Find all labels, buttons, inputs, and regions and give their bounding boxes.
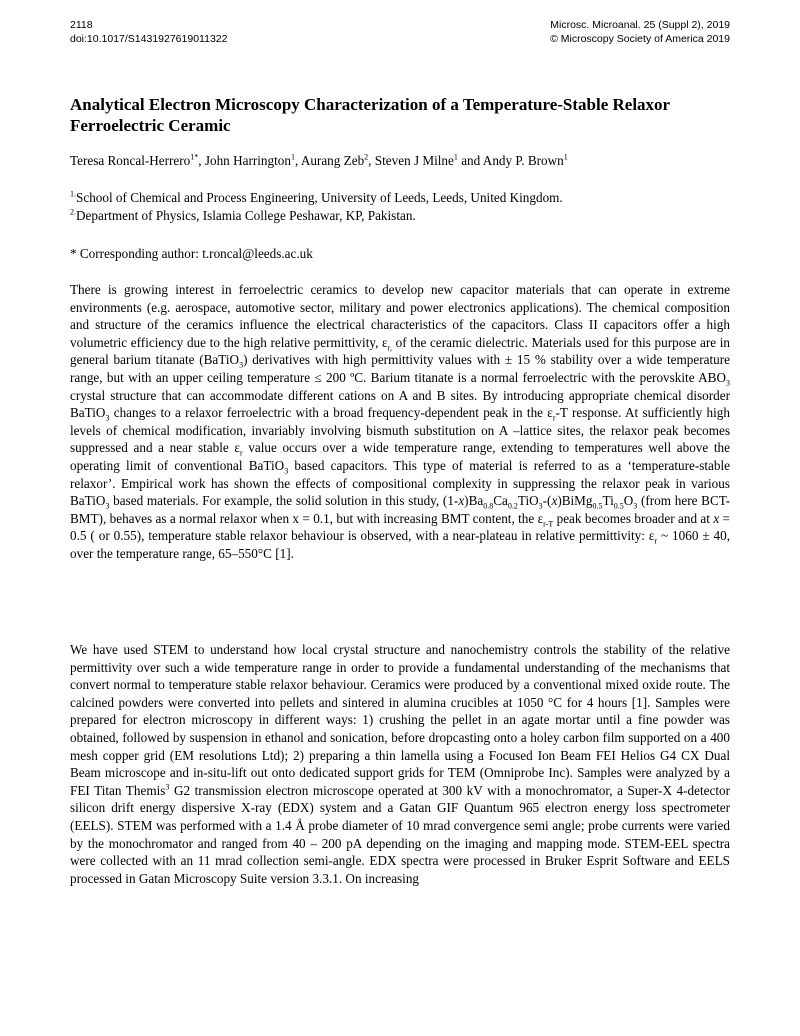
affiliation: $^{2.}$Department of Physics, Islamia College Peshawar, KP, Pakistan. [70, 207, 416, 223]
header-left [70, 18, 227, 46]
author: Teresa Roncal-Herrero$^{1*}$, [70, 152, 205, 168]
paper-title: Analytical Electron Microscopy Characterization of a Temperature-Stable Relaxor Ferroelectric Ceramic [70, 95, 670, 135]
journal-citation: Microsc. Microanal. 25 (Suppl 2), 2019 [550, 19, 730, 31]
affiliation: $^{1.}$School of Chemical and Process Engineering, University of Leeds, Leeds, United Kingdom. [70, 189, 563, 205]
author: John Harrington$^1$, [204, 152, 301, 168]
page-number: 2118 [70, 19, 93, 31]
author-list [70, 152, 730, 169]
body-paragraph-methods: We have used STEM to understand how local crystal structure and nanochemistry controls the stability of the relative permittivity over such a wide temperature range in order to provide a fundamental understanding of the mechanisms that convert normal to temperature stable relaxor behaviour. Ceramics were produced by a conventional mixed oxide route. The calcined powders were converted into pellets and sintered in alumina crucibles at 1050 °C for 4 hours [1]. Samples were prepared for electron microscopy in different ways: 1) crushing the pellet in an agate mortar until a fine powder was obtained, followed by suspension in ethanol and sonication, before dropcasting onto a holey carbon film supported on a 400 mesh copper grid (EM resolutions Ltd); 2) preparing a thin lamella using a Focused Ion Beam FEI Helios G4 CX Dual Beam microscope and in-situ-lift out onto dedicated support grids for TEM (Omniprobe Inc). Samples were analyzed by a FEI Titan Themis$^3$ G2 transmission electron microscope operated at 300 kV with a monochromator, a Super-X 4-detector silicon drift energy dispersive X-ray (EDX) system and a Gatan GIF Quantum 965 electron energy loss spectrometer (EELS). STEM was performed with a 1.4 Å probe diameter of 10 mrad convergence semi angle; probe currents were varied by the monochromator and ranged from 40 – 200 pA depending on the imaging and mapping mode. STEM-EEL spectra were collected with an 11 mrad collection semi-angle. EDX spectra were processed in Bruker Esprit Software and EELS processed in Gatan Microscopy Suite version 3.3.1. On increasing [70, 642, 730, 886]
author: Steven J Milne$^1$ and [374, 152, 483, 168]
header-right [550, 18, 730, 46]
author: Andy P. Brown$^1$ [482, 152, 568, 168]
corresponding-author: * Corresponding author: t.roncal@leeds.ac.uk [70, 246, 313, 261]
copyright: © Microscopy Society of America 2019 [550, 33, 730, 45]
doi: doi:10.1017/S1431927619011322 [70, 33, 228, 45]
affiliations [70, 189, 730, 225]
body-paragraph-intro: There is growing interest in ferroelectric ceramics to develop new capacitor materials that can operate in extreme environments (e.g. aerospace, automotive sector, military and power electronics applications). The chemical composition and structure of the ceramics influence the electrical characteristics of the capacitors. Class II capacitors offer a high volumetric efficiency due to the high relative permittivity, $\varepsilon_{r,}$ of the ceramic dielectric. Materials used for this purpose are in general barium titanate (BaTiO$_3$) derivatives with high permittivity values with ± 15 % stability over a wide temperature range, but with an upper ceiling temperature ≤ 200 ºC. Barium titanate is a normal ferroelectric with the perovskite $ABO_3$ crystal structure that can accommodate different cations on A and B sites. By introducing appropriate chemical disorder BaTiO$_3$ changes to a relaxor ferroelectric with a broad frequency-dependent peak in the $\varepsilon_r-T$ response. At sufficiently high levels of chemical modification, invariably involving bismuth substitution on A –lattice sites, the relaxor peak becomes suppressed and a near stable $\varepsilon_r$ value occurs over a wide temperature range, extending to temperatures well above the operating limit of conventional BaTiO$_3$ based capacitors. This type of material is referred to as a ‘temperature-stable relaxor’. Empirical work has shown the effects of compositional complexity in suppressing the relaxor peak in various BaTiO$_3$ based materials. For example, the solid solution in this study, $(1-x)Ba_{0.8}Ca_{0.2}TiO_3-(x)BiMg_{0.5}Ti_{0.5}O_3$ (from here BCT-BMT), behaves as a normal relaxor when x = 0.1, but with increasing BMT content, the $\varepsilon_{r-T}$ peak becomes broader and at x = 0.5 ( or 0.55), temperature stable relaxor behaviour is observed, with a near-plateau in relative permittivity: $\varepsilon_r$ ~ 1060 ± 40, over the temperature range, 65–550°C [1]. [70, 282, 730, 561]
author: Aurang Zeb$^2$, [300, 152, 375, 168]
